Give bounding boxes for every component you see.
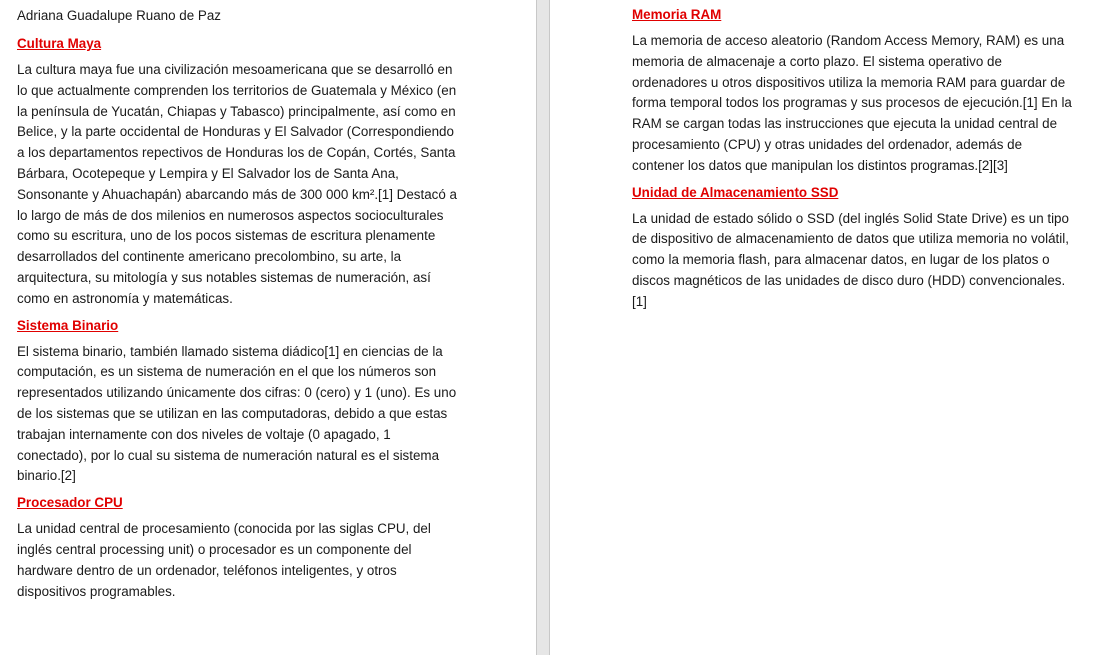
page-gutter [536,0,550,655]
author-name: Adriana Guadalupe Ruano de Paz [17,8,221,23]
heading-sistema-binario: Sistema Binario [17,317,119,333]
paragraph-memoria-ram: La memoria de acceso aleatorio (Random Access Memory, RAM) es una memoria de almacenaje a corto plazo. El sistema operativo de ordenadores u otros dispositivos utiliza la memoria RAM para guardar de forma temporal todos los programas y sus procesos de ejecución.[1] En la RAM se cargan todas las instrucciones que ejecuta la unidad central de procesamiento (CPU) y otras unidades del ordenador, además de contener los datos que manipulan los distintos programas.[2][3] [632,33,1072,173]
heading-memoria-ram: Memoria RAM [632,7,722,22]
paragraph-sistema-binario: El sistema binario, también llamado sistema diádico[1] en ciencias de la computación, es un sistema de numeración en el que los números son representados utilizando únicamente dos cifras: 0 (cero) y 1 (uno). Es uno de los sistemas que se utilizan en las computadoras, debido a que estas trabajan internamente con dos niveles de voltaje (0 apagado, 1 conectado), por lo cual su sistema de numeración natural es el sistema binario.[2] [17,343,457,484]
left-page-content [17,5,457,608]
paragraph-unidad-ssd: La unidad de estado sólido o SSD (del inglés Solid State Drive) es un tipo de dispositivo de almacenamiento de datos que utiliza memoria no volátil, como la memoria flash, para almacenar datos, en lugar de los platos o discos magnéticos de las unidades de disco duro (HDD) convencionales.[1] [632,210,1069,309]
paragraph-procesador-cpu: La unidad central de procesamiento (conocida por las siglas CPU, del inglés central processing unit) o procesador es un componente del hardware dentro de un ordenador, teléfonos inteligentes, y otros dispositivos programables. [17,521,431,599]
heading-cultura-maya: Cultura Maya [17,36,102,51]
paragraph-cultura-maya: La cultura maya fue una civilización mesoamericana que se desarrolló en lo que actualmente comprenden los territorios de Guatemala y México (en la península de Yucatán, Chiapas y Tabasco) principalmente, así como en Belice, y la parte occidental de Honduras y El Salvador (Correspondiendo a los departamentos repectivos de Honduras los de Copán, Cortés, Santa Bárbara, Ocotepeque y Lempira y El Salvador los de Santa Ana, Sonsonante y Ahuachapán) abarcando más de 300 000 km².[1] Destacó a lo largo de más de dos milenios en numerosos aspectos socioculturales como su escritura, uno de los pocos sistemas de escritura plenamente desarrollados del continente americano precolombino, su arte, la arquitectura, su mitología y sus notables sistemas de numeración, así como en astronomía y matemáticas. [17,62,457,306]
heading-procesador-cpu: Procesador CPU [17,495,123,511]
right-page-content [632,5,1072,319]
heading-unidad-ssd: Unidad de Almacenamiento SSD [632,184,839,200]
